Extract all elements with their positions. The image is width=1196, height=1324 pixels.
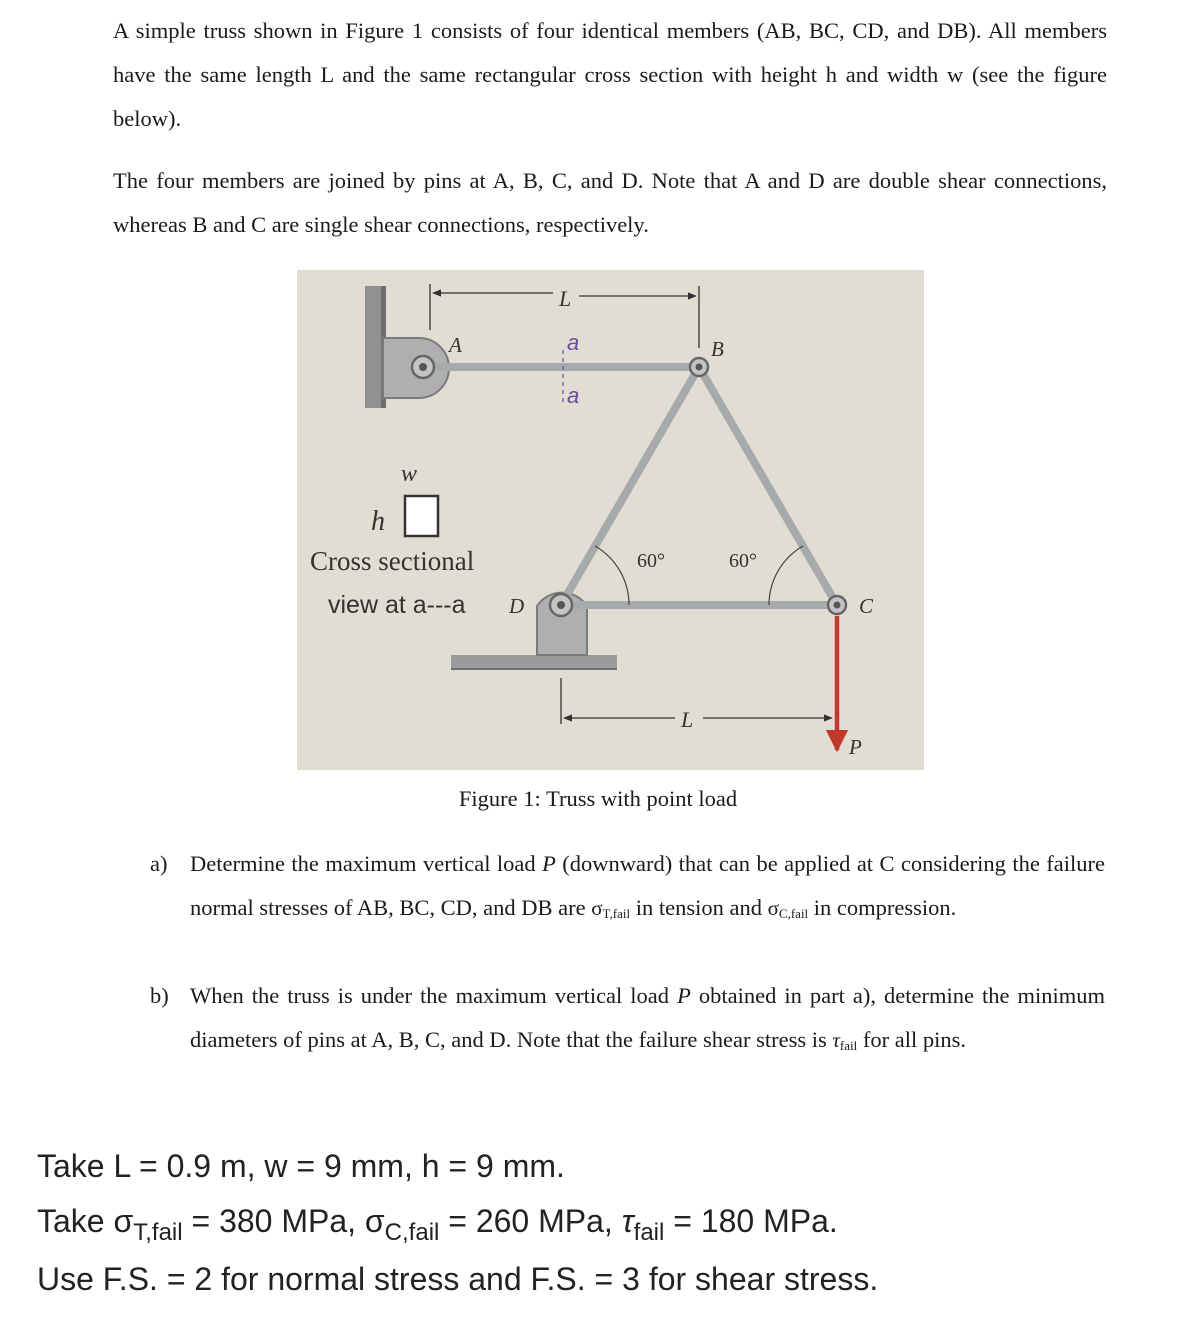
label-l-top: L (559, 286, 572, 311)
question-a-marker: a) (150, 851, 168, 876)
label-d: D (509, 594, 525, 618)
pin-a (412, 356, 434, 378)
label-c: C (859, 594, 874, 618)
pin-d (550, 594, 572, 616)
angle-right-label: 60° (729, 550, 757, 572)
question-a (150, 842, 1105, 936)
label-l-bottom: L (681, 707, 694, 732)
truss-figure (297, 270, 924, 770)
question-b (150, 974, 1105, 1068)
label-h: h (371, 506, 385, 537)
intro-paragraph-1: A simple truss shown in Figure 1 consists of four identical members (AB, BC, CD, and DB). All members have the same length L and the same rectangular cross section with height h and width w (see the figure below). (113, 18, 1107, 131)
cross-section-square (405, 496, 438, 536)
angle-left-label: 60° (637, 550, 665, 572)
label-a: A (449, 333, 462, 357)
pin-c (828, 596, 846, 614)
given-stresses: Take $\sigma_{T,fail} = 380$ MPa, $\sigma_{C,fail} = 260$ MPa, $\tau_{fail} = 180$ MPa. (37, 1203, 838, 1246)
label-w: w (401, 461, 418, 487)
label-b: B (711, 337, 724, 361)
question-b-marker: b) (150, 983, 169, 1008)
figure-caption: Figure 1: Truss with point load (458, 786, 738, 811)
question-a-text: Determine the maximum vertical load P (downward) that can be applied at C considering the failure normal stresses of AB, BC, CD, and DB are $\sigma_{T,fail}$ in tension and $\sigma_{C,fail}$ in compression. (190, 851, 1105, 921)
label-a-top: a (567, 330, 580, 355)
cross-section-label-1: Cross sectional (310, 546, 475, 576)
pin-b (690, 358, 708, 376)
label-p: P (849, 735, 862, 759)
label-a-bottom: a (567, 383, 580, 408)
cross-section-label-2: view at a---a (328, 591, 466, 619)
given-safety-factors: Use F.S. = 2 for normal stress and F.S. = 3 for shear stress. (37, 1261, 879, 1297)
intro-paragraph-2: The four members are joined by pins at A, B, C, and D. Note that A and D are double shear connections, whereas B and C are single shear connections, respectively. (113, 168, 1107, 237)
question-b-text: When the truss is under the maximum vertical load P obtained in part a), determine the minimum diameters of pins at A, B, C, and D. Note that the failure shear stress is $\tau_{fail}$ for all pins. (190, 983, 1105, 1053)
given-dimensions: Take L = 0.9 m, w = 9 mm, h = 9 mm. (37, 1148, 565, 1184)
